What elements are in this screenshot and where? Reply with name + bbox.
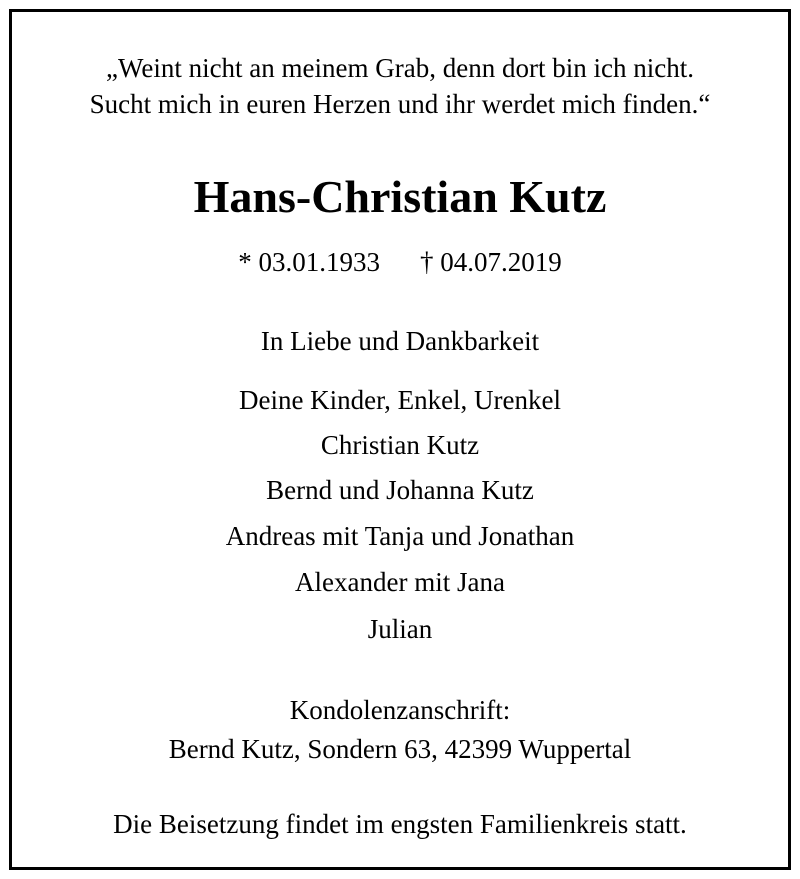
condolence-label: Kondolenzanschrift: — [289, 695, 511, 725]
deceased-name: Hans-Christian Kutz — [193, 171, 607, 222]
mourner-line: Christian Kutz — [320, 430, 480, 460]
death-date: † 04.07.2019 — [420, 247, 562, 277]
motto-line-2: Sucht mich in euren Herzen und ihr werdet mich finden.“ — [89, 89, 711, 119]
dedication: In Liebe und Dankbarkeit — [260, 326, 540, 356]
motto-line-1: „Weint nicht an meinem Grab, denn dort bin ich nicht. — [106, 53, 694, 83]
mourner-line: Alexander mit Jana — [295, 567, 505, 597]
mourner-line: Deine Kinder, Enkel, Urenkel — [238, 385, 562, 415]
life-dates — [0, 246, 800, 278]
funeral-note: Die Beisetzung findet im engsten Familienkreis statt. — [113, 809, 687, 839]
mourner-line: Julian — [367, 614, 433, 644]
mourner-line: Bernd und Johanna Kutz — [266, 475, 534, 505]
mourner-line: Andreas mit Tanja und Jonathan — [225, 521, 575, 551]
condolence-address: Bernd Kutz, Sondern 63, 42399 Wuppertal — [168, 734, 632, 764]
birth-date: * 03.01.1933 — [238, 247, 380, 277]
